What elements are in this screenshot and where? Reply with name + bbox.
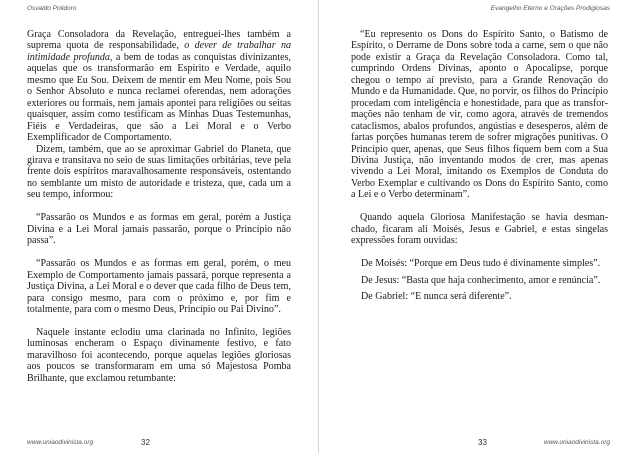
running-head-title: Evangelho Eterno e Orações Prodigiosas <box>490 5 610 12</box>
quote-paragraph: “Passarão os Mundos e as formas em geral, porém a Justiça Divina e a Lei Moral jamais passarão, porque o Princípio não passa”. <box>27 212 291 247</box>
running-head-author: Osvaldo Polidoro <box>27 5 77 12</box>
emphasis-text: o dever de trabalhar na intimidade profunda <box>27 40 292 63</box>
right-page-body <box>351 29 608 303</box>
paragraph <box>27 29 291 144</box>
quote-line-gabriel: De Gabriel: “E nunca será diferente”. <box>361 291 512 303</box>
paragraph: Naquele instante eclodiu uma clarinada no Infinito, legiões luminosas encheram o Espaço divinamente festivo, e fato maravilhoso foi acontecendo, porque aquelas legiões gloriosas aos poucos se transformaram em uma só Majestosa Pomba Brilhante, que exclamou retumbante: <box>27 326 291 384</box>
left-page-body <box>27 29 291 384</box>
text-run: , a bem de todas as conquistas divinizantes, aquelas que os transformarão em Espírito e Verdade, aquilo mesmo que Eu Sou. Deixem de mentir em Meu Nome, pois Sou o Senhor Absoluto e nunca reclamei oferendas, nem adorações exteriores ou formais, nem jamais apontei para religiões ou seitas quaisquer, assim como testificam as Minhas Duas Testemunhas, Fiéis e Verdadeiras, que são a Lei Moral e o Verbo Exemplificador de Comportamento. <box>27 51 291 144</box>
quote-paragraph: “Passarão os Mundos e as formas em geral, porém, o meu Exemplo de Comportamento jamais passará, porque representa a Justiça Divina, a Lei Moral e o dever que cada filho de Deus tem, para consigo mesmo, para com o próximo e, por fim e totalmente, para com o mesmo Deus, Princípio ou Pai Divino”. <box>27 258 291 315</box>
footer-url: www.uniaodivinista.org <box>27 439 94 446</box>
quote-line-moses: De Moisés: “Porque em Deus tudo é divinamente simples”. <box>361 258 601 270</box>
page-number: 32 <box>141 438 150 447</box>
quote-paragraph: “Eu represento os Dons do Espírito Santo, o Batismo de Espírito, o Derrame de Dons sobre toda a carne, sem o que não pode existir a Graça da Revelação Consoladora. Como tal, cumprindo Ordens Divinas, aponto o Apocalipse, porque chegou o tempo aí previsto, para a Grande Renovação do Mundo e da Humanidade. Que, no porvir, os filhos do Princípio procedam com inteligência e honestidade, para que as transformações não tenham de vir, como agora, através de tremendos cataclismos, abalos profundos, angústias e desesperos, além de fartas porções humanas terem de sofrer migrações punitivas. O Princípio quer, apenas, que Seus filhos fiquem bem com a Sua Divina Justiça, não inventando modos de crer, mas apenas vivendo a Lei Moral, imitando os Exemplos de Conduta do Verbo Exemplar e cultivando os Dons do Espírito Santo, como a Lei e o Verbo determinam”. <box>351 29 608 201</box>
footer-url: www.uniaodivinista.org <box>543 439 610 446</box>
right-page <box>319 0 638 453</box>
page-number: 33 <box>478 438 487 447</box>
quote-line-jesus: De Jesus: “Basta que haja conhecimento, amor e renúncia”. <box>361 274 601 286</box>
paragraph: Quando aquela Gloriosa Manifestação se havia desmanchado, ficaram ali Moisés, Jesus e Gabriel, e estas singelas expressões foram ouvidas: <box>351 212 608 247</box>
paragraph: Dizem, também, que ao se aproximar Gabriel do Planeta, que girava e transitava no seio de suas limitações orbitárias, teve pela frente dois espíritos maravalhosamente responsáveis, ostentando no semblante um misto de autoridade e tristeza, que, cada um a seu tempo, informou: <box>27 143 291 201</box>
text-run: Graça Consoladora da Revelação, entreguei-lhes também a suprema quota de responsabilidade, <box>27 29 291 52</box>
